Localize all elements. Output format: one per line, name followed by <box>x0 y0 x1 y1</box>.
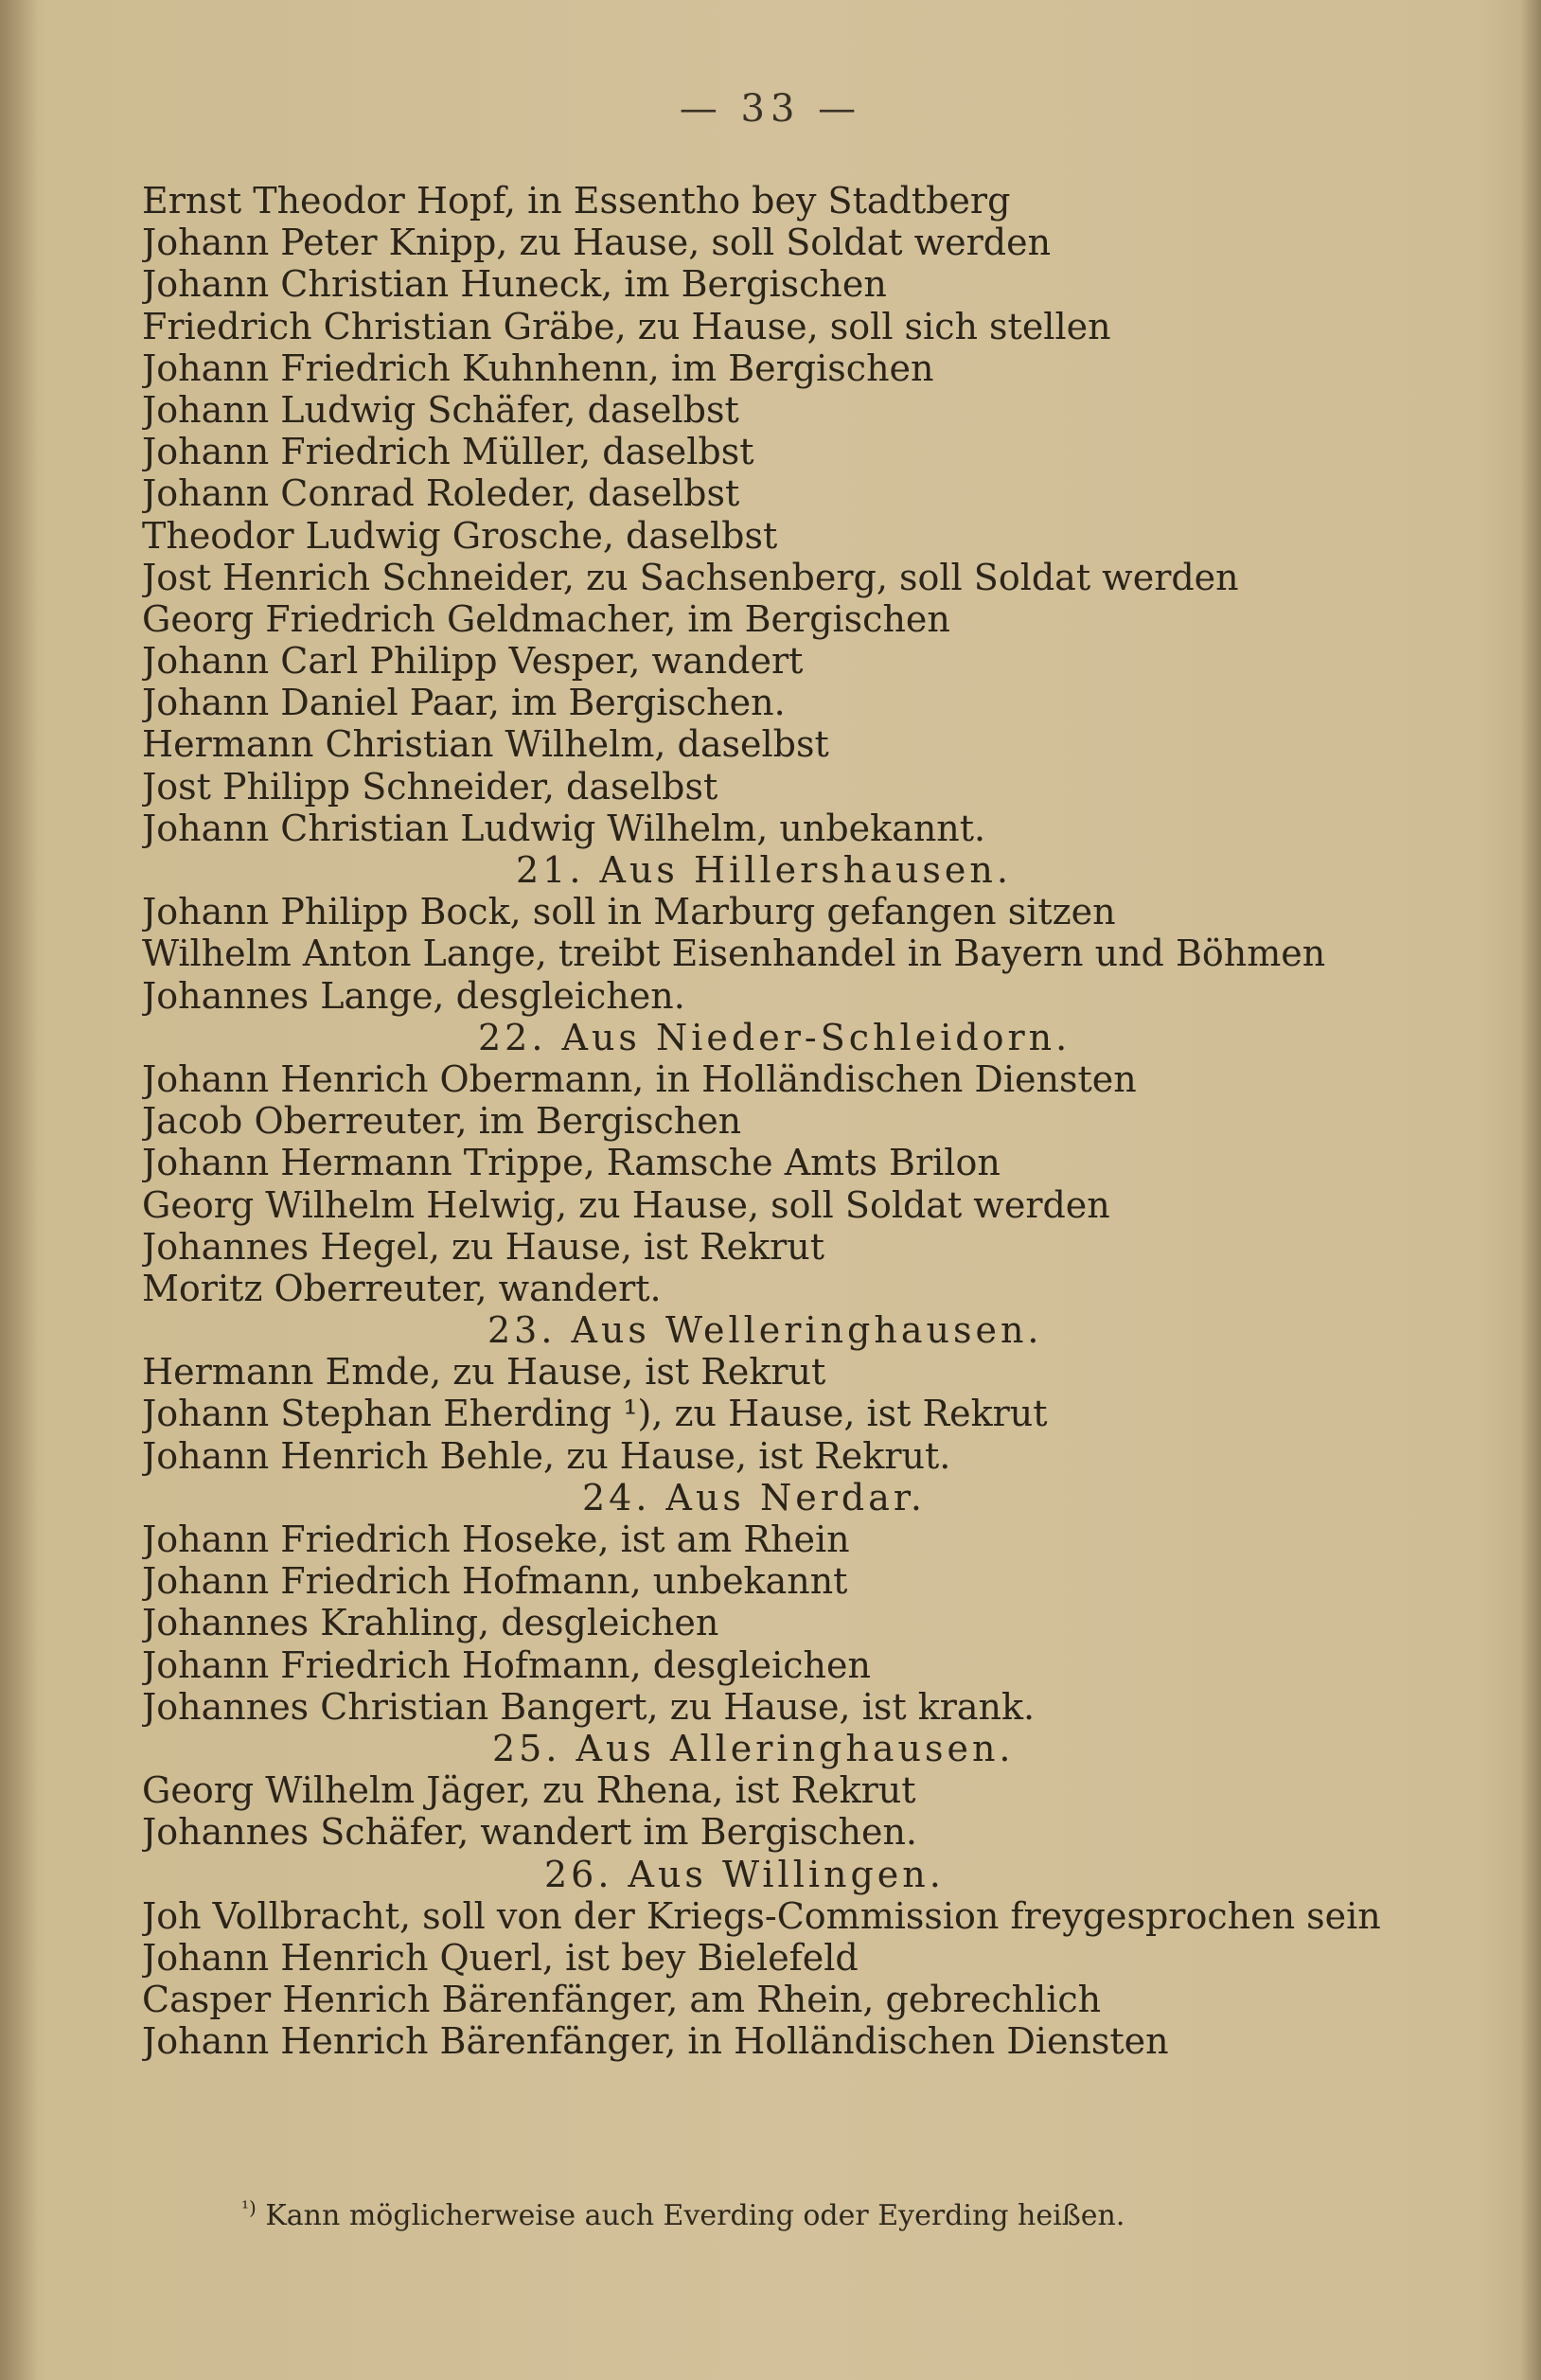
list-item: Johannes Krahling, desgleichen <box>142 1602 719 1644</box>
list-item: Casper Henrich Bärenfänger, am Rhein, gebrechlich <box>142 1979 1102 2021</box>
list-item: Johann Christian Huneck, im Bergischen <box>142 263 887 306</box>
list-item: Johann Peter Knipp, zu Hause, soll Soldat werden <box>142 222 1052 264</box>
section-heading-21: 21. Aus Hillershausen. <box>516 849 1012 891</box>
list-item: Wilhelm Anton Lange, treibt Eisenhandel in Bayern und Böhmen <box>142 932 1326 975</box>
list-item: Friedrich Christian Gräbe, zu Hause, soll sich stellen <box>142 305 1111 347</box>
list-item: Johannes Christian Bangert, zu Hause, ist krank. <box>142 1685 1036 1728</box>
page-body <box>142 180 1429 2062</box>
list-item: Johann Friedrich Kuhnhenn, im Bergischen <box>142 346 934 389</box>
list-item: Johann Carl Philipp Vesper, wandert <box>142 640 804 683</box>
page-number: — 33 — <box>679 87 862 131</box>
section-heading-23: 23. Aus Welleringhausen. <box>487 1309 1043 1352</box>
list-item: Johann Henrich Obermann, in Holländischen Diensten <box>142 1057 1137 1100</box>
list-item: Johann Friedrich Hoseke, ist am Rhein <box>142 1519 850 1560</box>
section-heading-22: 22. Aus Nieder-Schleidorn. <box>478 1016 1072 1058</box>
page-spine-shadow <box>0 0 38 2380</box>
footnote-text: Kann möglicherweise auch Everding oder Eyerding heißen. <box>265 2199 1125 2232</box>
list-item: Johann Christian Ludwig Wilhelm, unbekannt. <box>142 807 986 849</box>
list-item: Johann Ludwig Schäfer, daselbst <box>142 388 739 431</box>
list-item: Hermann Christian Wilhelm, daselbst <box>142 723 829 766</box>
list-item: Johann Henrich Querl, ist bey Bielefeld <box>142 1936 859 1979</box>
footnote-marker: ¹) <box>241 2196 257 2219</box>
list-item: Johannes Schäfer, wandert im Bergischen. <box>142 1811 918 1854</box>
section-heading-26: 26. Aus Willingen. <box>544 1853 945 1895</box>
list-item: Johannes Hegel, zu Hause, ist Rekrut <box>142 1225 825 1268</box>
footnote <box>241 2189 1377 2235</box>
list-item: Johann Philipp Bock, soll in Marburg gefangen sitzen <box>142 891 1116 933</box>
list-item: Johann Friedrich Hofmann, unbekannt <box>142 1560 848 1603</box>
list-item: Ernst Theodor Hopf, in Essentho bey Stadtberg <box>142 180 1011 222</box>
page-edge-shadow <box>1520 0 1541 2380</box>
list-item: Johann Stephan Eherding ¹), zu Hause, ist Rekrut <box>142 1393 1048 1435</box>
list-item: Johann Henrich Bärenfänger, in Holländischen Diensten <box>142 2020 1169 2063</box>
section-heading-24: 24. Aus Nerdar. <box>582 1476 926 1519</box>
list-item: Johann Daniel Paar, im Bergischen. <box>142 682 786 724</box>
section-heading-25: 25. Aus Alleringhausen. <box>492 1727 1015 1769</box>
list-item: Georg Wilhelm Helwig, zu Hause, soll Soldat werden <box>142 1183 1110 1226</box>
list-item: Jost Philipp Schneider, daselbst <box>142 765 718 808</box>
list-item: Hermann Emde, zu Hause, ist Rekrut <box>142 1351 826 1394</box>
list-item: Johann Conrad Roleder, daselbst <box>142 472 740 515</box>
list-item: Georg Wilhelm Jäger, zu Rhena, ist Rekrut <box>142 1769 916 1812</box>
list-item: Theodor Ludwig Grosche, daselbst <box>142 514 778 557</box>
list-item: Georg Friedrich Geldmacher, im Bergischen <box>142 597 950 640</box>
list-item: Johann Friedrich Müller, daselbst <box>142 431 754 473</box>
list-item: Moritz Oberreuter, wandert. <box>142 1267 662 1309</box>
list-item: Jost Henrich Schneider, zu Sachsenberg, soll Soldat werden <box>142 556 1239 598</box>
list-item: Johann Friedrich Hofmann, desgleichen <box>142 1643 871 1686</box>
list-item: Johann Henrich Behle, zu Hause, ist Rekrut. <box>142 1434 951 1477</box>
list-item: Johann Hermann Trippe, Ramsche Amts Brilon <box>142 1142 1001 1184</box>
list-item: Jacob Oberreuter, im Bergischen <box>142 1100 742 1143</box>
list-item: Johannes Lange, desgleichen. <box>142 974 685 1017</box>
list-item: Joh Vollbracht, soll von der Kriegs-Commission freygesprochen sein <box>142 1894 1381 1937</box>
